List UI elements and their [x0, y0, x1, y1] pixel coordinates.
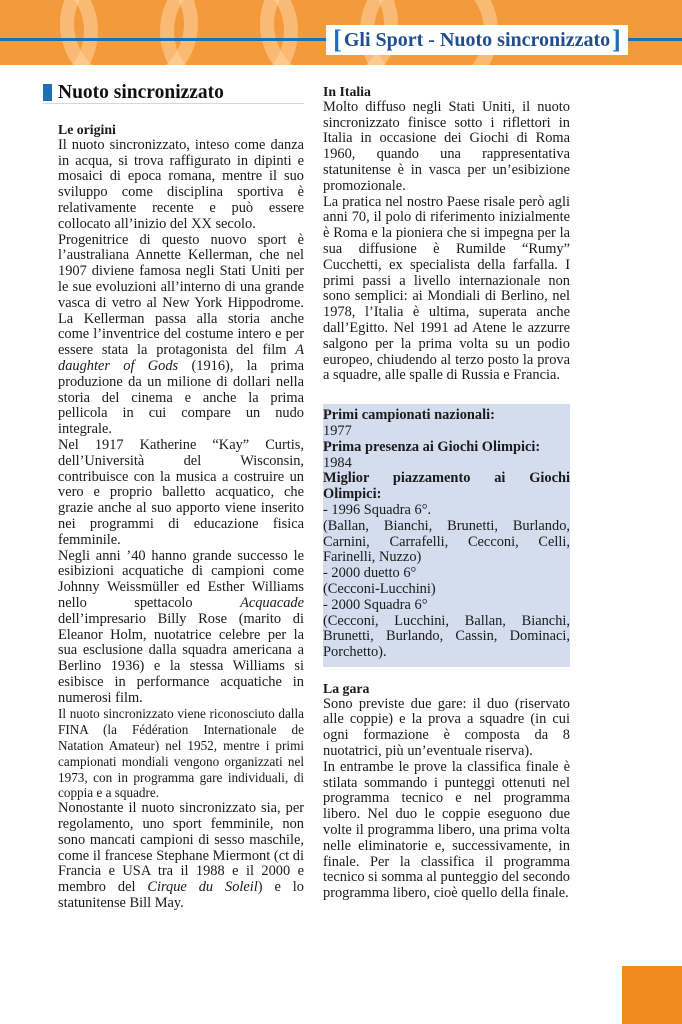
info-line: (Cecconi, Lucchini, Ballan, Bianchi, Brunetti, Burlando, Cassin, Dominaci, Porchetto).: [323, 612, 570, 661]
italia-heading: In Italia: [323, 84, 371, 99]
right-column: [323, 84, 570, 902]
gara-heading: La gara: [323, 680, 370, 696]
left-column: [58, 81, 304, 912]
info-box: [323, 404, 570, 667]
origini-paragraph-4: Negli anni ’40 hanno grande successo le esibizioni acquatiche di campioni come Johnny Weissmüller ed Esther Williams nello spettacolo Acquacade dell’impresario Billy Rose (marito di Eleanor Holm, nuotatrice celebre per la sua esclusione dalla squadra americana a Berlino 1936) e la stessa Williams si esibisce in performance acquatiche in numerosi film.: [58, 547, 304, 706]
info-line: - 2000 Squadra 6°: [323, 596, 428, 613]
origini-heading: Le origini: [58, 122, 116, 137]
info-line: (Ballan, Bianchi, Brunetti, Burlando, Carnini, Carrafelli, Cecconi, Celli, Farinelli, Nuzzo): [323, 517, 570, 566]
gara-paragraph-2: In entrambe le prove la classifica finale è stilata sommando i punteggi ottenuti nel programma tecnico e nel programma libero. Nel duo le coppie eseguono due volte il programma libero, una prima volta nelle eliminatorie e, successivamente, in finale. Per la classifica il programma tecnico si somma al punteggio del secondo programma libero, cioè quello della finale.: [323, 758, 570, 902]
info-line: (Cecconi-Lucchini): [323, 580, 436, 597]
info-line: - 2000 duetto 6°: [323, 565, 417, 582]
bracket-open: [: [333, 25, 342, 54]
show-title: Acquacade: [240, 594, 304, 611]
origini-paragraph-3: Nel 1917 Katherine “Kay” Curtis, dell’Università del Wisconsin, contribuisce con la musica a costruire un vero e proprio balletto acquatico, che grazie anche al suo apporto viene inserito nei programmi di educazione fisica femminile.: [58, 436, 304, 548]
section-title-text: Gli Sport - Nuoto sincronizzato: [343, 28, 611, 51]
section-title: [326, 25, 628, 55]
cirque-title: Cirque du Soleil: [147, 879, 258, 896]
info-label: Primi campionati nazionali:: [323, 407, 495, 424]
page-corner-block: [622, 966, 682, 1024]
origini-paragraph-6: Nonostante il nuoto sincronizzato sia, per regolamento, uno sport femminile, non sono mancati campioni di sesso maschile, come il francese Stephane Miermont (ct di Francia e USA tra il 1988 e il 2000 e membro del Cirque du Soleil) e lo statunitense Bill May.: [58, 800, 304, 912]
info-label: Prima presenza ai Giochi Olimpici:: [323, 438, 541, 455]
italia-paragraph-2: La pratica nel nostro Paese risale però agli anni 70, il polo di riferimento inizialmente è Roma e la pioniera che si impegna per la sua diffusione è Rumilde “Rumy” Cucchetti, ex specialista della farfalla. I primi passi a livello internazionale non sono semplici: ai Mondiali di Berlino, nel 1978, l’Italia è ultima, superata anche dall’Egitto. Nel 1991 ad Atene le azzurre salgono per la prima volta su un podio europeo, chiudendo al terzo posto la prova a squadre, alle spalle di Russia e Francia.: [323, 193, 570, 384]
info-label: Miglior piazzamento ai Giochi Olimpici:: [323, 470, 570, 503]
info-line: - 1996 Squadra 6°.: [323, 501, 432, 518]
origini-paragraph-5: Il nuoto sincronizzato viene riconosciuto dalla FINA (la Fédération Internationale de Natation Amateur) nel 1952, mentre i primi campionati mondiali vengono organizzati nel 1973, con in programma gare individuali, di coppia e a squadre.: [58, 706, 304, 801]
film-title: A daughter of Gods: [58, 342, 304, 374]
origini-paragraph-2: Progenitrice di questo nuovo sport è l’australiana Annette Kellerman, che nel 1907 diviene famosa negli Stati Uniti per le sue evoluzioni all’interno di una grande vasca di vetro al New York Hippodrome. La Kellerman passa alla storia anche come l’inventrice del costume intero e per essere stata la protagonista del film A daughter of Gods (1916), la prima produzione da un milione di dollari nella storia del cinema e anche la prima pellicola in cui compare un nudo integrale.: [58, 231, 304, 438]
origini-paragraph-1: Il nuoto sincronizzato, inteso come danza in acqua, si trova raffigurato in dipinti e mosaici di epoca romana, mentre il suo sviluppo come disciplina sportiva è relativamente recente e può essere collocato all’inizio del XX secolo.: [58, 136, 304, 232]
info-value: 1984: [323, 454, 352, 471]
page-title-text: Nuoto sincronizzato: [58, 81, 224, 103]
italia-paragraph-1: Molto diffuso negli Stati Uniti, il nuoto sincronizzato finisce sotto i riflettori in Italia in occasione dei Giochi di Roma 1960, quando una rappresentativa statunitense è in vasca per un’esibizione promozionale.: [323, 98, 570, 194]
page-title: [43, 81, 304, 104]
bracket-close: ]: [612, 25, 621, 54]
title-marker: [43, 84, 52, 101]
gara-paragraph-1: Sono previste due gare: il duo (riservato alle coppie) e la prova a squadre (in cui ogni formazione è composta da 8 nuotatrici, più un’eventuale riserva).: [323, 695, 570, 760]
info-value: 1977: [323, 422, 352, 439]
